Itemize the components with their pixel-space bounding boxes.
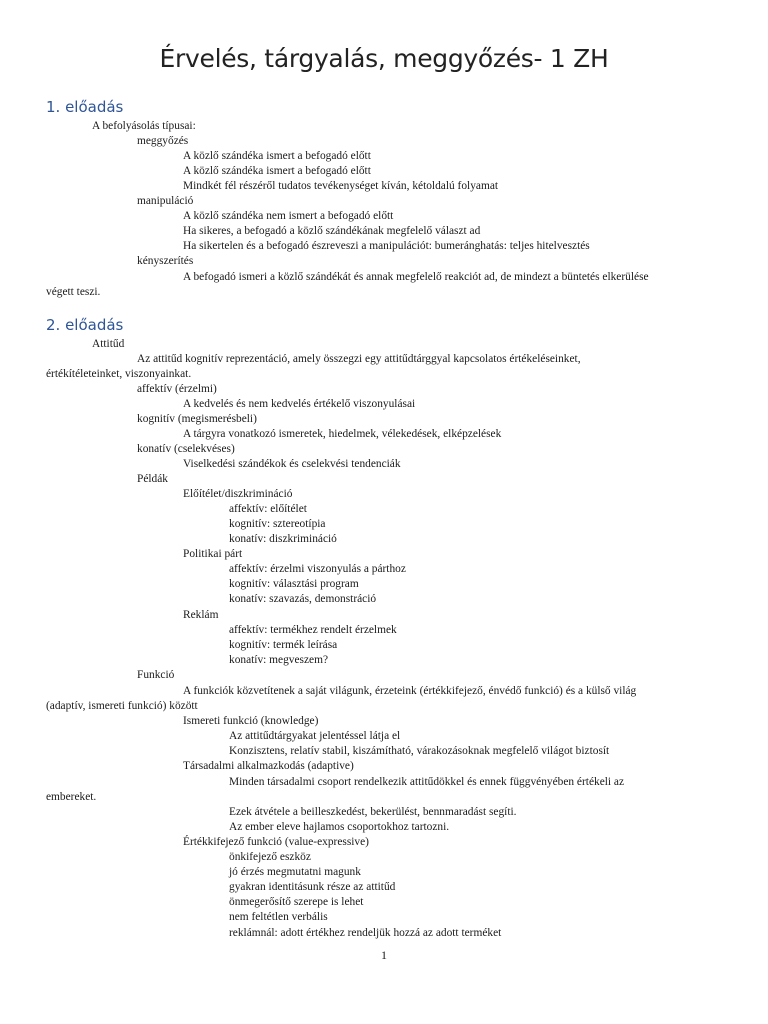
- text-line: jó érzés megmutatni magunk: [229, 866, 361, 878]
- text-line: A befolyásolás típusai:: [92, 120, 196, 132]
- text-line: konatív: diszkrimináció: [229, 533, 337, 545]
- text-line: kognitív (megismerésbeli): [137, 413, 257, 425]
- document-title: Érvelés, tárgyalás, meggyőzés- 1 ZH: [159, 44, 609, 73]
- text-line: A kedvelés és nem kedvelés értékelő viszonyulásai: [183, 398, 416, 410]
- text-line: Értékkifejező funkció (value-expressive): [183, 836, 369, 848]
- text-line: nem feltétlen verbális: [229, 911, 328, 923]
- section-heading-2: 2. előadás: [46, 316, 124, 334]
- text-line: affektív: érzelmi viszonyulás a párthoz: [229, 563, 406, 575]
- text-line: Az ember eleve hajlamos csoportokhoz tartozni.: [229, 821, 450, 833]
- text-line: konatív: megveszem?: [229, 654, 329, 666]
- text-line: A befogadó ismeri a közlő szándékát és annak megfelelő reakciót ad, de mindezt a büntetés elkerülése: [183, 271, 649, 283]
- text-line: értékítéleteinket, viszonyainkat.: [46, 368, 192, 380]
- text-line: kognitív: sztereotípia: [229, 518, 326, 530]
- text-line: önmegerősítő szerepe is lehet: [229, 896, 364, 908]
- text-line: gyakran identitásunk része az attitűd: [229, 881, 396, 893]
- text-line: A tárgyra vonatkozó ismeretek, hiedelmek, vélekedések, elképzelések: [183, 428, 502, 440]
- text-line: Attitűd: [92, 338, 125, 350]
- text-line: kognitív: választási program: [229, 578, 359, 590]
- text-line: végett teszi.: [46, 286, 101, 298]
- page-number: 1: [381, 948, 387, 962]
- text-line: A közlő szándéka nem ismert a befogadó előtt: [183, 210, 394, 222]
- text-line: reklámnál: adott értékhez rendeljük hozzá az adott terméket: [229, 927, 502, 939]
- text-line: A közlő szándéka ismert a befogadó előtt: [183, 150, 371, 162]
- text-line: Ha sikeres, a befogadó a közlő szándékának megfelelő választ ad: [183, 225, 481, 237]
- text-line: Minden társadalmi csoport rendelkezik attitűdökkel és ennek függvényében értékeli az: [229, 776, 625, 788]
- text-line: (adaptív, ismereti funkció) között: [46, 700, 198, 712]
- text-line: A közlő szándéka ismert a befogadó előtt: [183, 165, 371, 177]
- text-line: Az attitűd kognitív reprezentáció, amely összegzi egy attitűdtárggyal kapcsolatos értékeléseinket,: [137, 353, 581, 365]
- text-line: Ismereti funkció (knowledge): [183, 715, 319, 727]
- text-line: Ezek átvétele a beilleszkedést, bekerülést, bennmaradást segíti.: [229, 806, 517, 818]
- text-line: kognitív: termék leírása: [229, 639, 338, 651]
- text-line: affektív (érzelmi): [137, 383, 217, 395]
- text-line: konatív: szavazás, demonstráció: [229, 593, 377, 605]
- text-line: Az attitűdtárgyakat jelentéssel látja el: [229, 730, 401, 742]
- text-line: affektív: előítélet: [229, 503, 307, 515]
- text-line: manipuláció: [137, 195, 194, 207]
- text-line: Példák: [137, 473, 169, 485]
- text-line: Reklám: [183, 609, 219, 621]
- text-line: Konzisztens, relatív stabil, kiszámítható, várakozásoknak megfelelő világot biztosít: [229, 745, 610, 757]
- text-line: embereket.: [46, 791, 97, 803]
- text-line: konatív (cselekvéses): [137, 443, 235, 455]
- text-line: affektív: termékhez rendelt érzelmek: [229, 624, 397, 636]
- text-line: Ha sikertelen és a befogadó észreveszi a manipulációt: bumeránghatás: teljes hitelvesztés: [183, 240, 590, 252]
- section-heading-1: 1. előadás: [46, 98, 124, 116]
- text-line: A funkciók közvetítenek a saját világunk, érzeteink (értékkifejező, énvédő funkció) és a külső világ: [183, 685, 637, 697]
- text-line: Társadalmi alkalmazkodás (adaptive): [183, 760, 354, 772]
- text-line: Viselkedési szándékok és cselekvési tendenciák: [183, 458, 401, 470]
- text-line: Funkció: [137, 669, 175, 681]
- text-line: Mindkét fél részéről tudatos tevékenységet kíván, kétoldalú folyamat: [183, 180, 499, 192]
- text-line: önkifejező eszköz: [229, 851, 311, 863]
- text-line: kényszerítés: [137, 255, 194, 267]
- text-line: Előítélet/diszkrimináció: [183, 488, 293, 500]
- text-line: meggyőzés: [137, 135, 189, 147]
- text-line: Politikai párt: [183, 548, 243, 560]
